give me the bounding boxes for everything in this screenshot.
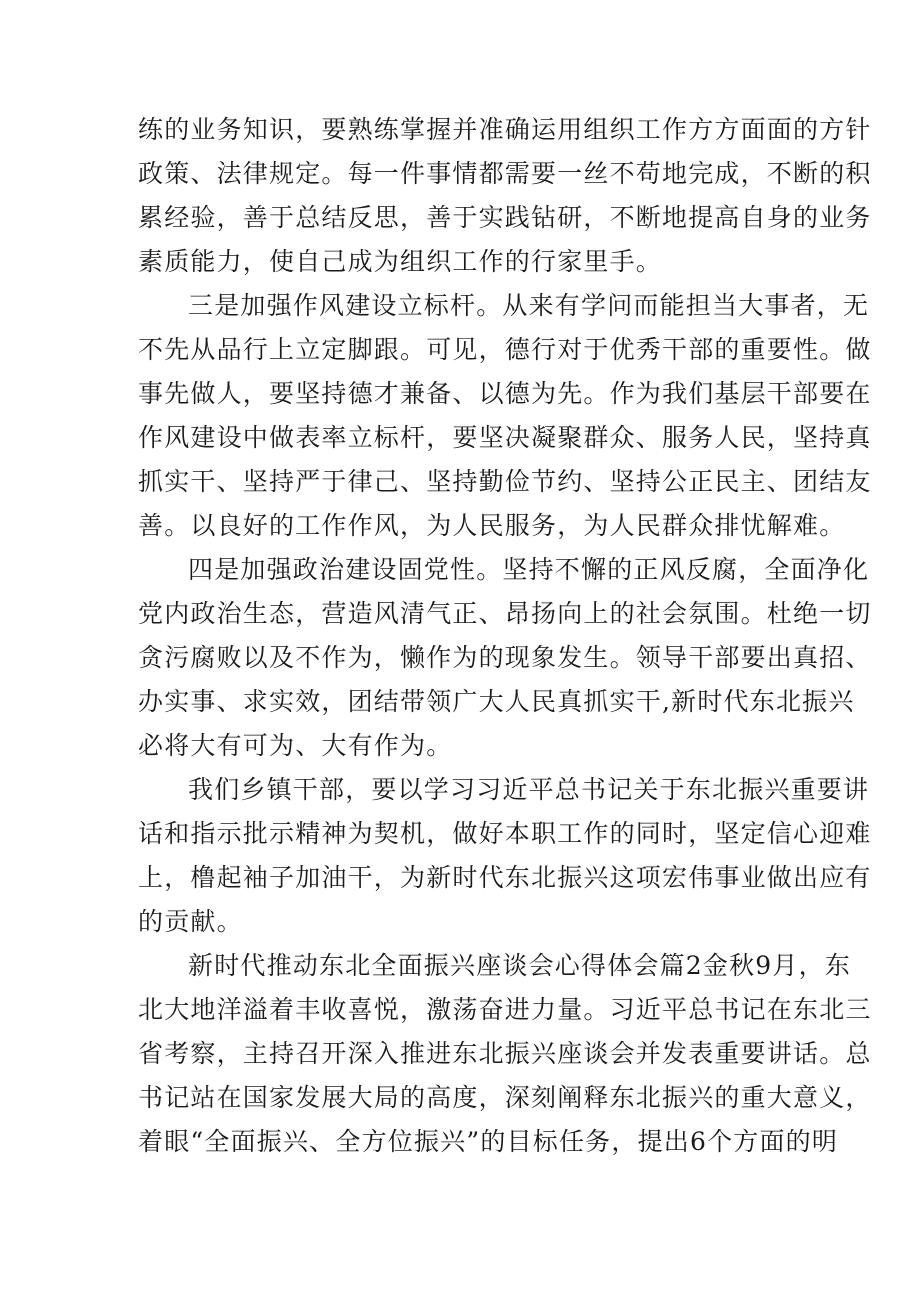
text-line: 累经验，善于总结反思，善于实践钻研，不断地提高自身的业务 bbox=[138, 203, 872, 232]
text-line: 着眼“全面振兴、全方位振兴”的目标任务，提出6个方面的明 bbox=[138, 1127, 839, 1156]
text-line: 素质能力，使自己成为组织工作的行家里手。 bbox=[138, 247, 663, 276]
text-line: 党内政治生态，营造风清气正、昂扬向上的社会氛围。杜绝一切 bbox=[138, 599, 872, 628]
text-line: 办实事、求实效，团结带领广大人民真抓实干,新时代东北振兴 bbox=[138, 687, 855, 716]
text-line: 新时代推动东北全面振兴座谈会心得体会篇2金秋9月，东 bbox=[188, 951, 852, 980]
paragraph-1 bbox=[138, 108, 872, 284]
text-line: 书记站在国家发展大局的高度，深刻阐释东北振兴的重大意义， bbox=[138, 1083, 872, 1112]
text-line: 贪污腐败以及不作为，懒作为的现象发生。领导干部要出真招、 bbox=[138, 643, 872, 672]
text-line: 四是加强政治建设固党性。坚持不懈的正风反腐，全面净化 bbox=[188, 555, 870, 584]
text-line: 北大地洋溢着丰收喜悦，激荡奋进力量。习近平总书记在东北三 bbox=[138, 995, 872, 1024]
text-line: 政策、法律规定。每一件事情都需要一丝不苟地完成，不断的积 bbox=[138, 159, 872, 188]
text-line: 我们乡镇干部，要以学习习近平总书记关于东北振兴重要讲 bbox=[188, 775, 870, 804]
text-line: 不先从品行上立定脚跟。可见，德行对于优秀干部的重要性。做 bbox=[138, 335, 872, 364]
text-line: 省考察，主持召开深入推进东北振兴座谈会并发表重要讲话。总 bbox=[138, 1039, 872, 1068]
text-line: 作风建设中做表率立标杆，要坚决凝聚群众、服务人民，坚持真 bbox=[138, 423, 872, 452]
paragraph-5 bbox=[138, 944, 872, 1164]
text-line: 话和指示批示精神为契机，做好本职工作的同时，坚定信心迎难 bbox=[138, 819, 872, 848]
paragraph-3 bbox=[138, 548, 872, 768]
text-line: 善。以良好的工作作风，为人民服务，为人民群众排忧解难。 bbox=[138, 511, 846, 540]
text-line: 必将大有可为、大有作为。 bbox=[138, 731, 453, 760]
paragraph-4 bbox=[138, 768, 872, 944]
text-line: 事先做人，要坚持德才兼备、以德为先。作为我们基层干部要在 bbox=[138, 379, 872, 408]
text-line: 上，橹起袖子加油干，为新时代东北振兴这项宏伟事业做出应有 bbox=[138, 863, 872, 892]
document-body bbox=[138, 108, 872, 1164]
paragraph-2 bbox=[138, 284, 872, 548]
text-line: 三是加强作风建设立标杆。从来有学问而能担当大事者，无 bbox=[188, 291, 870, 320]
text-line: 的贡献。 bbox=[138, 907, 243, 936]
text-line: 抓实干、坚持严于律己、坚持勤俭节约、坚持公正民主、团结友 bbox=[138, 467, 872, 496]
text-line: 练的业务知识，要熟练掌握并准确运用组织工作方方面面的方针 bbox=[138, 115, 872, 144]
